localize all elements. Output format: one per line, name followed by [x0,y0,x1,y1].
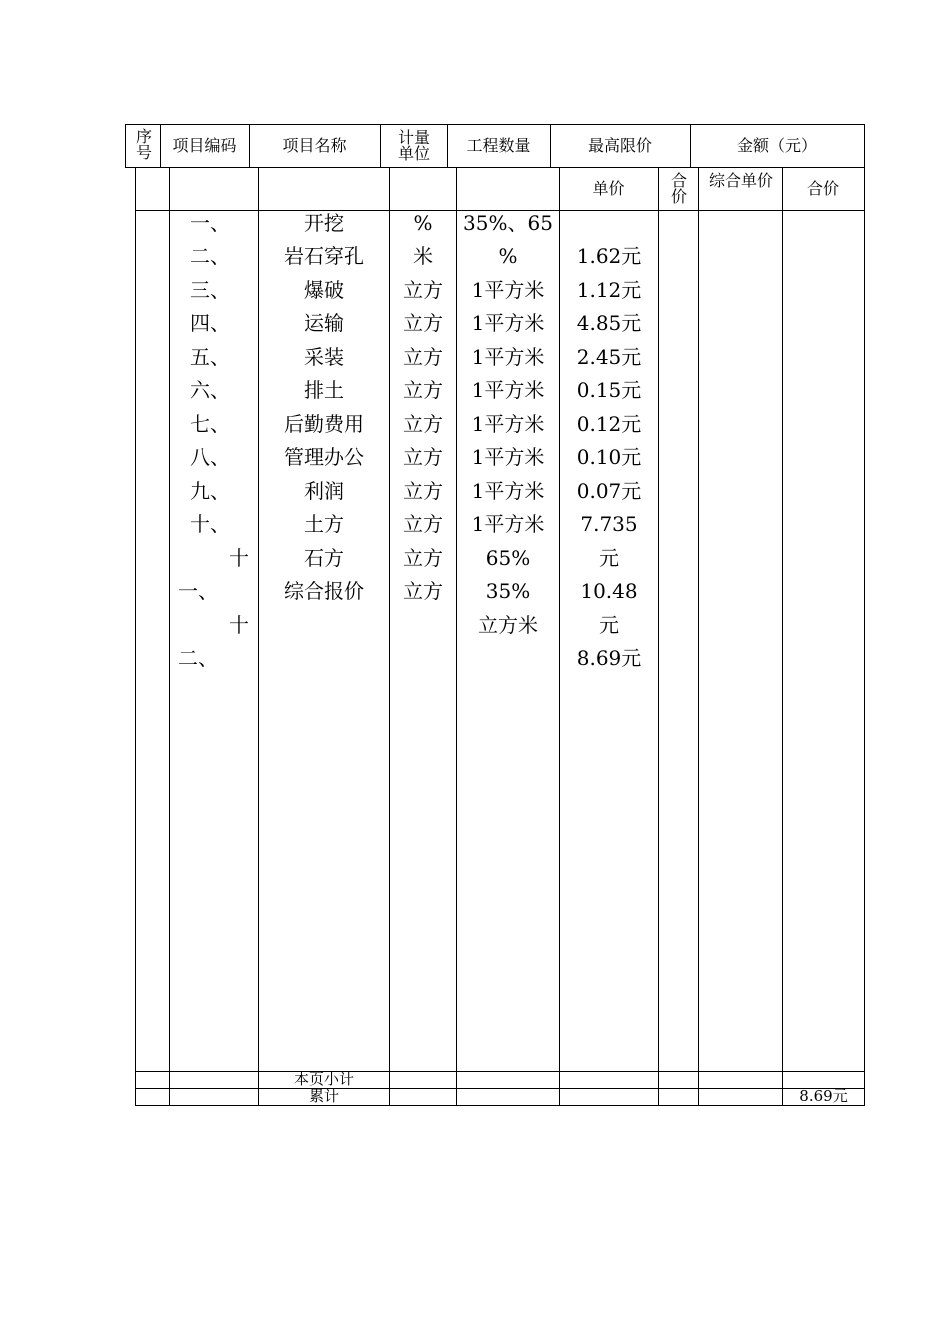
code-cell: 一、 [190,211,230,235]
unit-cell: 立方 [403,445,443,469]
code-cell: 五、 [190,345,230,369]
qty-cell: 1平方米 [471,412,545,436]
qty-cell: 35%、65 [463,211,553,235]
unit-cell: 立方 [403,345,443,369]
qty-cell: 1平方米 [471,278,545,302]
header-total-1: 合价 [671,171,688,206]
code-cell: 六、 [190,378,230,402]
qty-cell: 1平方米 [471,512,545,536]
name-cell: 后勤费用 [284,412,364,436]
price-cell: 2.45元 [576,345,642,369]
code-cell: 七、 [190,412,230,436]
price-cell: 1.62元 [576,244,642,268]
price-cell: 10.48 [580,579,638,603]
header-seq: 序号 [136,127,153,162]
price-cell: 1.12元 [576,278,642,302]
code-cell: 八、 [190,445,230,469]
unit-cell: 立方 [403,378,443,402]
header-unit-price: 单价 [592,179,625,198]
price-cell: 元 [599,613,619,637]
price-cell: 0.10元 [576,445,642,469]
code-cell: 四、 [190,311,230,335]
header-unit: 计量单位 [397,128,430,163]
qty-cell: 35% [485,579,531,603]
name-cell: 爆破 [304,278,344,302]
cumulative-value: 8.69元 [799,1087,848,1105]
price-cell: 4.85元 [576,311,642,335]
code-cell: 三、 [190,278,230,302]
unit-cell: % [413,211,433,235]
price-cell: 元 [599,546,619,570]
qty-cell: 1平方米 [471,479,545,503]
header-code: 项目编码 [172,136,237,155]
unit-cell: 米 [413,244,433,268]
code-cell: 十 [229,546,249,570]
name-cell: 排土 [304,378,344,402]
name-cell: 管理办公 [284,445,364,469]
unit-cell: 立方 [403,512,443,536]
name-cell: 岩石穿孔 [284,244,364,268]
price-cell: 0.12元 [576,412,642,436]
qty-cell: % [498,244,518,268]
name-cell: 综合报价 [284,579,364,603]
qty-cell: 1平方米 [471,445,545,469]
name-cell: 开挖 [304,211,344,235]
code-cell: 九、 [190,479,230,503]
qty-cell: 1平方米 [471,345,545,369]
unit-cell: 立方 [403,546,443,570]
header-composite-unit-price: 综合单价 [708,171,773,190]
code-cell: 二、 [178,646,218,670]
header-amount: 金额（元） [736,136,817,155]
subtotal-label: 本页小计 [293,1070,354,1088]
code-cell: 一、 [178,579,218,603]
name-cell: 土方 [304,512,344,536]
header-qty: 工程数量 [466,136,531,155]
price-cell: 7.735 [580,512,638,536]
unit-cell: 立方 [403,311,443,335]
price-cell: 0.15元 [576,378,642,402]
name-cell: 利润 [304,479,344,503]
unit-cell: 立方 [403,479,443,503]
cumulative-label: 累计 [308,1087,339,1105]
header-total-2: 合价 [806,179,839,198]
header-max-price: 最高限价 [587,136,652,155]
code-cell: 十 [229,613,249,637]
name-cell: 运输 [304,311,344,335]
unit-cell: 立方 [403,278,443,302]
qty-cell: 1平方米 [471,311,545,335]
unit-cell: 立方 [403,412,443,436]
price-cell: 0.07元 [576,479,642,503]
qty-cell: 65% [485,546,531,570]
header-name: 项目名称 [282,136,347,155]
qty-cell: 立方米 [478,613,538,637]
price-cell: 8.69元 [576,646,642,670]
unit-cell: 立方 [403,579,443,603]
code-cell: 十、 [190,512,230,536]
code-cell: 二、 [190,244,230,268]
name-cell: 石方 [304,546,344,570]
qty-cell: 1平方米 [471,378,545,402]
name-cell: 采装 [304,345,344,369]
